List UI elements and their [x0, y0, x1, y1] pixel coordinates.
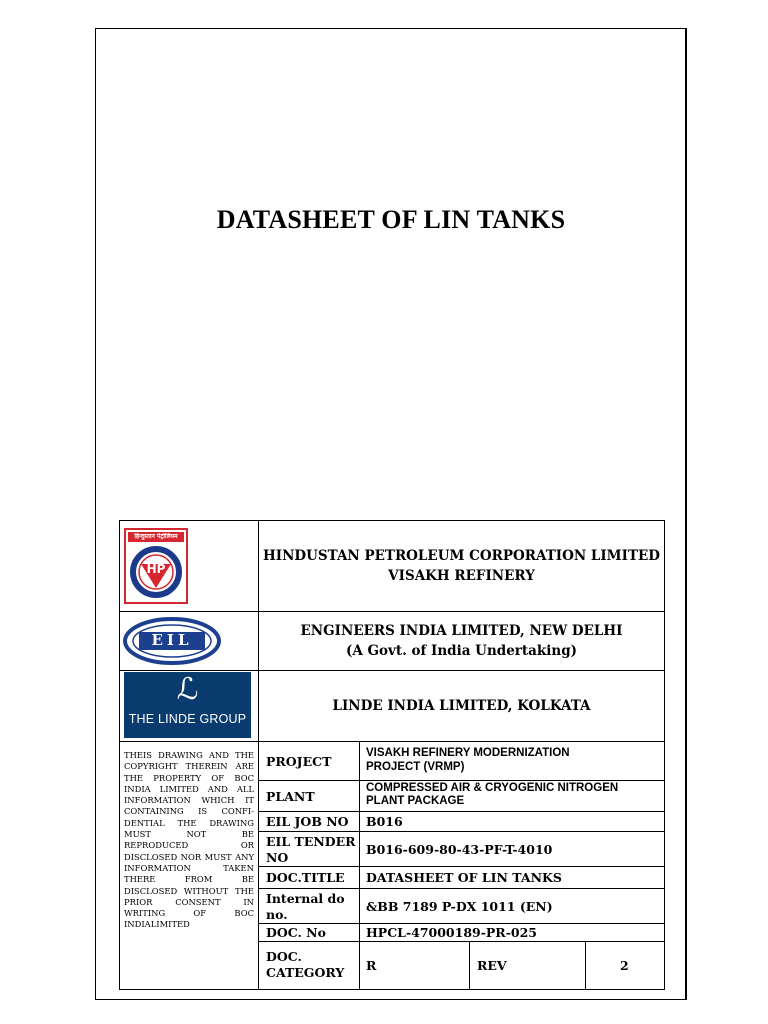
eil-logo-cell: [120, 612, 259, 670]
rev-value: 2: [620, 958, 629, 973]
consultant-note: (A Govt. of India Undertaking): [345, 643, 578, 659]
title-block: [119, 520, 665, 990]
doc-category-value: R: [366, 958, 377, 973]
divider: [259, 811, 664, 812]
eil-logo-text: EIL: [151, 631, 193, 649]
consultant-name: ENGINEERS INDIA LIMITED, NEW DELHI: [300, 623, 623, 639]
plant-value-line2: PLANT PACKAGE: [366, 795, 465, 807]
eil-job-label: EIL JOB NO: [266, 814, 349, 829]
consultant-header: [259, 612, 664, 670]
hp-logo-hindi: हिन्दुस्तान पेट्रोलियम: [134, 533, 178, 540]
plant-label: PLANT: [266, 789, 315, 804]
project-value-line2: PROJECT (VRMP): [366, 761, 465, 773]
project-value-line1: VISAKH REFINERY MODERNIZATION: [366, 747, 570, 759]
hp-logo-cell: [120, 521, 259, 611]
doc-category-label-line1: DOC.: [266, 949, 302, 964]
eil-tender-value: B016-609-80-43-PF-T-4010: [366, 842, 553, 857]
doc-category-label-line2: CATEGORY: [266, 965, 345, 980]
linde-logo-text: THE LINDE GROUP: [128, 712, 247, 726]
divider: [259, 941, 664, 942]
eil-tender-label-line2: NO: [266, 850, 289, 865]
doc-title-label: DOC.TITLE: [266, 870, 345, 885]
client-name: HINDUSTAN PETROLEUM CORPORATION LIMITED: [263, 548, 660, 564]
divider: [120, 741, 664, 742]
plant-value-line1: COMPRESSED AIR & CRYOGENIC NITROGEN: [366, 782, 619, 794]
divider: [259, 831, 664, 832]
eil-tender-label-line1: EIL TENDER: [266, 834, 356, 849]
internal-doc-label-line1: Internal do: [266, 891, 345, 906]
internal-doc-label-line2: no.: [266, 907, 288, 922]
client-site: VISAKH REFINERY: [388, 568, 535, 584]
divider: [585, 942, 586, 989]
contractor-name: LINDE INDIA LIMITED, KOLKATA: [332, 698, 591, 714]
divider: [469, 942, 470, 989]
client-header: [259, 521, 664, 611]
rev-label: REV: [477, 958, 507, 973]
divider: [259, 888, 664, 889]
contractor-header: [259, 671, 664, 741]
internal-doc-value: &BB 7189 P-DX 1011 (EN): [366, 899, 553, 914]
divider: [259, 780, 664, 781]
doc-title-value: DATASHEET OF LIN TANKS: [366, 870, 562, 885]
copyright-note: THEIS DRAWING AND THE COPYRIGHT THEREIN ARE THE PROPERTY OF BOC INDIA LIMITED AND ALL INFORMATION WHICH IT CONTAINING IS CONFI-DENTIAL THE DRAWING MUST NOT BE REPRODUCED OR DISCLOSED NOR MUST ANY INFORMATION TAKEN THERE FROM BE DISCLOSED WITHOUT THE PRIOR CONSENT IN WRITING OF BOC INDIALIMITED: [124, 750, 254, 930]
project-label: PROJECT: [266, 754, 332, 769]
document-title: DATASHEET OF LIN TANKS: [216, 205, 566, 234]
doc-no-value: HPCL-47000189-PR-025: [366, 925, 537, 940]
divider: [259, 923, 664, 924]
linde-logo-glyph: ℒ: [176, 672, 199, 707]
eil-job-value: B016: [366, 814, 403, 829]
linde-logo-cell: [120, 671, 259, 741]
hp-logo-text: HP: [146, 562, 166, 576]
divider: [259, 866, 664, 867]
doc-no-label: DOC. No: [266, 925, 326, 940]
